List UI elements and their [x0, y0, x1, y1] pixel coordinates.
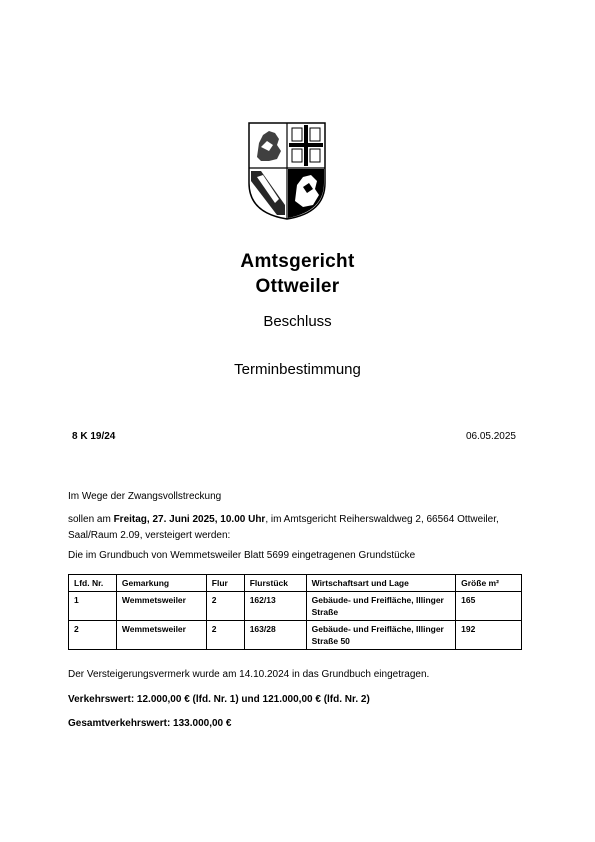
table-cell: 192 — [456, 621, 522, 650]
schedule-suffix: , im Amtsgericht Reiherswaldweg 2, 66564 Ottweiler, Saal/Raum 2.09, versteigert werden: — [68, 514, 499, 541]
table-header-row — [69, 575, 522, 592]
column-header: Gemarkung — [116, 575, 206, 592]
table-cell: Wemmetsweiler — [116, 621, 206, 650]
table-cell: Gebäude- und Freifläche, Illinger Straße — [306, 592, 456, 621]
case-number: 8 K 19/24 — [72, 431, 116, 442]
table-cell: Wemmetsweiler — [116, 592, 206, 621]
table-row — [69, 621, 522, 650]
court-name: Amtsgericht — [240, 251, 355, 272]
table-cell: 2 — [69, 621, 117, 650]
auction-notice-text: Der Versteigerungsvermerk wurde am 14.10.2024 in das Grundbuch eingetragen. — [68, 669, 430, 680]
column-header: Wirtschaftsart und Lage — [306, 575, 456, 592]
table-cell: 163/28 — [244, 621, 306, 650]
document-date: 06.05.2025 — [465, 431, 516, 442]
table-cell: 2 — [206, 621, 244, 650]
column-header: Flurstück — [244, 575, 306, 592]
table-cell: 162/13 — [244, 592, 306, 621]
table-cell: 165 — [456, 592, 522, 621]
table-cell: 2 — [206, 592, 244, 621]
coat-of-arms-icon — [247, 121, 327, 221]
schedule-date: Freitag, 27. Juni 2025, 10.00 Uhr — [113, 514, 266, 525]
schedule-text — [68, 512, 523, 544]
intro-text: Im Wege der Zwangsvollstreckung — [68, 491, 222, 502]
document-subtitle: Terminbestimmung — [234, 361, 361, 378]
column-header: Flur — [206, 575, 244, 592]
document-type: Beschluss — [263, 313, 332, 330]
total-market-value-text: Gesamtverkehrswert: 133.000,00 € — [68, 718, 232, 729]
schedule-prefix: sollen am — [68, 514, 114, 525]
table-cell: 1 — [69, 592, 117, 621]
table-cell: Gebäude- und Freifläche, Illinger Straße 50 — [306, 621, 456, 650]
land-register-text: Die im Grundbuch von Wemmetsweiler Blatt 5699 eingetragenen Grundstücke — [68, 550, 416, 561]
property-table — [68, 574, 522, 650]
court-city: Ottweiler — [255, 276, 340, 297]
table-row — [69, 592, 522, 621]
market-value-text: Verkehrswert: 12.000,00 € (lfd. Nr. 1) und 121.000,00 € (lfd. Nr. 2) — [68, 694, 370, 705]
column-header: Lfd. Nr. — [69, 575, 117, 592]
column-header: Größe m² — [456, 575, 522, 592]
